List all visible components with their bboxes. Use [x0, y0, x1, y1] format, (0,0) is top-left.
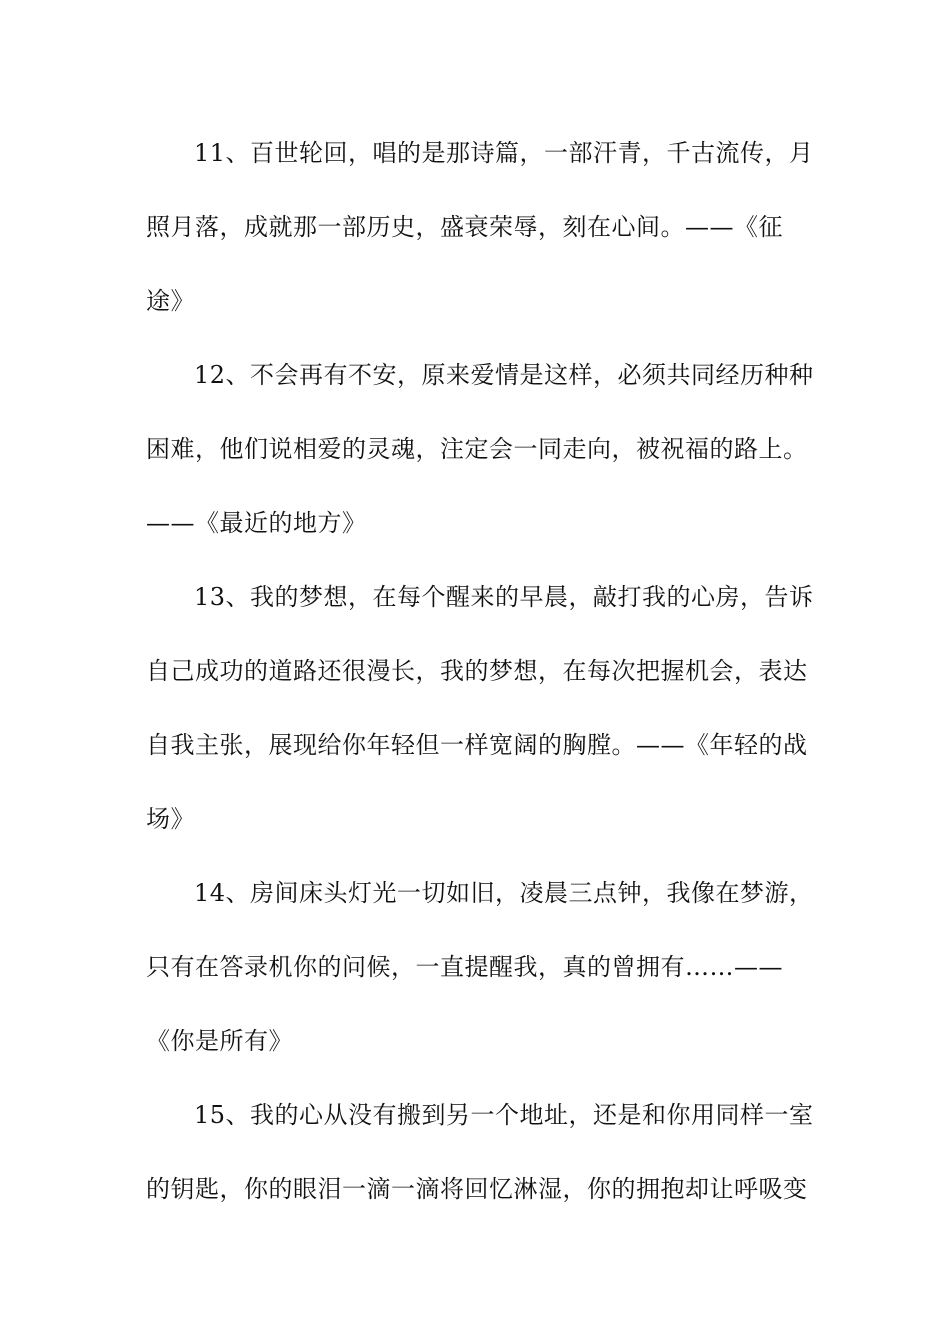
text-line: 《你是所有》: [146, 1027, 293, 1055]
paragraph-12: [146, 349, 814, 571]
text-line: 困难，他们说相爱的灵魂，注定会一同走向，被祝福的路上。: [146, 435, 808, 463]
text-line: 15、我的心从没有搬到另一个地址，还是和你用同样一室: [194, 1101, 814, 1129]
text-line: 只有在答录机你的问候，一直提醒我，真的曾拥有……——: [146, 953, 783, 981]
paragraph-14: [146, 867, 814, 1089]
text-line: ——《最近的地方》: [146, 509, 367, 537]
text-line: 的钥匙，你的眼泪一滴一滴将回忆淋湿，你的拥抱却让呼吸变: [146, 1175, 808, 1203]
text-line: 自己成功的道路还很漫长，我的梦想，在每次把握机会，表达: [146, 657, 808, 685]
paragraph-13: [146, 571, 814, 867]
text-line: 照月落，成就那一部历史，盛衰荣辱，刻在心间。——《征: [146, 213, 783, 241]
text-line: 11、百世轮回，唱的是那诗篇，一部汗青，千古流传，月: [194, 139, 814, 167]
paragraph-11: [146, 127, 814, 349]
document-body: [146, 127, 814, 1237]
text-line: 途》: [146, 287, 195, 315]
text-line: 13、我的梦想，在每个醒来的早晨，敲打我的心房，告诉: [194, 583, 814, 611]
paragraph-15: [146, 1089, 814, 1237]
text-line: 场》: [146, 805, 195, 833]
text-line: 自我主张，展现给你年轻但一样宽阔的胸膛。——《年轻的战: [146, 731, 808, 759]
text-line: 14、房间床头灯光一切如旧，凌晨三点钟，我像在梦游，: [194, 879, 814, 907]
text-line: 12、不会再有不安，原来爱情是这样，必须共同经历种种: [194, 361, 814, 389]
